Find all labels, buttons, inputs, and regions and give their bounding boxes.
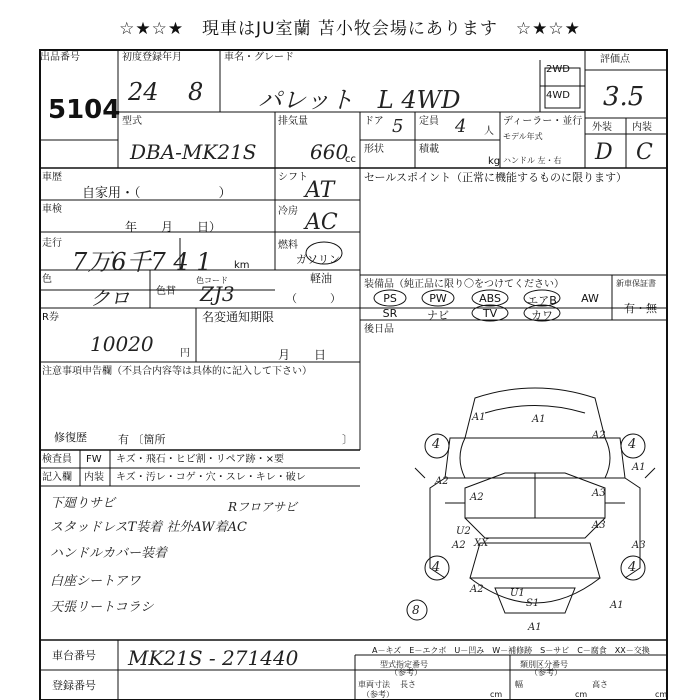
reg-no-label: 登録番号: [52, 679, 96, 692]
caution-label: 注意事項申告欄（不具合内容等は具体的に記入して下さい）: [42, 366, 312, 377]
color-change-label: 色替: [156, 286, 176, 297]
cert-height: 高さ: [592, 680, 608, 689]
cert-label-1b: （参考）: [390, 668, 422, 677]
diag-tire-rl: 4: [432, 560, 441, 575]
inspector-items: キズ・飛石・ヒビ割・リペア跡・×要: [116, 454, 284, 465]
diag-mark-16: A3: [632, 540, 646, 551]
diag-mark-12: A1: [528, 622, 542, 633]
shift-value: AT: [305, 178, 335, 203]
equip-navi: ナビ: [427, 309, 449, 322]
history-label: 車歴: [42, 172, 62, 183]
damage-legend: A－キズ E－エクボ U－凹み W－補修跡 S－サビ C－腐食 XX－交換: [372, 646, 650, 655]
lot-label: 出品番号: [40, 52, 80, 63]
interior-value: C: [636, 140, 653, 165]
chassis-value: MK21S - 271440: [128, 646, 299, 670]
cert-unit-3: cm: [655, 690, 668, 699]
warranty-label: 新車保証書: [616, 279, 656, 288]
shift-label: シフト: [278, 172, 308, 183]
equip-pw: PW: [429, 292, 447, 305]
cert-label-2b: （参考）: [530, 668, 562, 677]
mileage-value: 7万6千7 4 1: [72, 248, 212, 276]
note-line-4: 白座シートアワ: [50, 574, 141, 589]
score-value: 3.5: [603, 82, 645, 112]
fuel-gasoline: ガソリン: [296, 253, 340, 266]
diag-mark-17: A1: [632, 462, 646, 473]
equip-leather: カワ: [531, 309, 553, 322]
exterior-value: D: [595, 140, 613, 165]
drive-2wd: 2WD: [546, 64, 570, 75]
diag-mark-1: A1: [472, 412, 486, 423]
diag-spare: 8: [412, 603, 420, 617]
warranty-value: 有・無: [624, 302, 657, 315]
first-reg-label: 初度登録年月: [122, 52, 182, 63]
diag-tire-fr: 4: [628, 437, 637, 452]
cert-dim-label-2: （参考）: [362, 690, 394, 699]
doors-value: 5: [392, 116, 404, 137]
recycle-label: R券: [42, 312, 59, 323]
equip-abs: ABS: [479, 292, 501, 305]
sales-point-label: セールスポイント（正常に機能するものに限ります）: [364, 171, 628, 184]
inspection-label: 車検: [42, 204, 62, 215]
handle-label: ハンドル 左・右: [503, 156, 562, 165]
equip-airbag: エアB: [527, 294, 557, 307]
equipment-label: 装備品（純正品に限り〇をつけてください）: [364, 279, 564, 290]
inspector-fw: FW: [86, 454, 102, 465]
diag-mark-5: A2: [470, 492, 484, 503]
model-value: DBA-MK21S: [130, 140, 257, 164]
equip-ps: PS: [383, 292, 397, 305]
cert-unit-1: cm: [490, 690, 503, 699]
color-code-label: 色コード: [196, 276, 228, 285]
equip-sr: SR: [382, 307, 398, 320]
interior-label: 内装: [632, 122, 652, 133]
diag-mark-8: U2: [456, 526, 471, 537]
cert-label-1: 型式指定番号: [380, 660, 428, 669]
cert-length: 長さ: [400, 680, 416, 689]
fuel-light-oil: 軽油: [310, 272, 332, 285]
cert-label-2: 類別区分番号: [520, 660, 568, 669]
score-label: 評価点: [600, 54, 630, 65]
repair-value: 有 〔箇所: [118, 433, 166, 446]
displacement-value: 660: [310, 140, 349, 164]
fuel-blank: （ ）: [286, 292, 341, 305]
first-reg-month: 8: [188, 78, 204, 106]
notice-label: 名変通知期限: [202, 310, 275, 324]
capacity-value: 4: [455, 116, 467, 137]
note-line-2: スタッドレスT装着 社外AW着AC: [50, 520, 247, 535]
fuel-label: 燃料: [278, 240, 298, 251]
diag-mark-13: U1: [510, 588, 525, 599]
diag-mark-4: A3: [592, 488, 606, 499]
first-reg-year: 24: [128, 78, 159, 106]
diag-mark-10: A3: [592, 520, 606, 531]
equipment-circles: [365, 288, 615, 322]
note-line-1: 下廻りサビ: [50, 496, 116, 511]
exterior-label: 外装: [592, 122, 612, 133]
recycle-unit: 円: [180, 348, 190, 359]
capacity-label: 定員: [419, 116, 439, 127]
diag-mark-6: A2: [435, 476, 449, 487]
model-year-label: モデル年式: [503, 132, 543, 141]
notice-date: 月 日: [278, 348, 327, 362]
history-value: 自家用・（ ）: [82, 186, 232, 201]
color-code-value: ZJ3: [200, 282, 235, 306]
aircon-label: 冷房: [278, 206, 298, 217]
entry-label: 記入欄: [42, 472, 72, 483]
model-label: 型式: [122, 116, 142, 127]
doors-label: ドア: [364, 116, 384, 127]
fuel-circle: [304, 240, 344, 266]
cert-dim-label: 車両寸法: [358, 680, 390, 689]
chassis-label: 車台番号: [52, 649, 96, 662]
equip-aw: AW: [581, 292, 599, 305]
repair-label: 修復歴: [54, 431, 87, 444]
diag-mark-9: XX: [474, 538, 489, 549]
entry-ws: 内装: [84, 472, 104, 483]
aircon-value: AC: [305, 210, 338, 235]
note-line-5: 天張リートコラシ: [50, 600, 154, 615]
cert-unit-2: cm: [575, 690, 588, 699]
inspection-value: 年 月 日）: [125, 220, 222, 234]
recycle-value: 10020: [90, 332, 154, 356]
repair-end: 〕: [342, 433, 353, 446]
mileage-unit: km: [234, 260, 250, 271]
note-line-3: ハンドルカバー装着: [50, 546, 168, 561]
equip-tv: TV: [482, 307, 498, 320]
displacement-label: 排気量: [278, 116, 308, 127]
rear-seat-label: 後日品: [364, 324, 394, 335]
diag-mark-2: A1: [532, 414, 546, 425]
header-banner: ☆★☆★ 現車はJU室蘭 苫小牧会場にあります ☆★☆★: [119, 19, 581, 39]
drive-4wd: 4WD: [546, 90, 570, 101]
mileage-label: 走行: [42, 238, 62, 249]
car-name-label: 車名・グレード: [224, 52, 294, 63]
load-label: 積載: [419, 144, 439, 155]
diag-tire-rr: 4: [628, 560, 637, 575]
diag-mark-11: S1: [526, 598, 540, 609]
diag-mark-3: A2: [592, 430, 606, 441]
load-unit: kg: [488, 156, 501, 167]
diag-mark-14: A2: [470, 584, 484, 595]
car-name-value: パレット L 4WD: [258, 86, 461, 114]
note-right: Rフロアサビ: [228, 500, 298, 514]
lot-number: 5104: [48, 95, 121, 125]
capacity-unit: 人: [484, 126, 494, 137]
cert-width: 幅: [515, 680, 523, 689]
body-type-label: 形状: [364, 144, 384, 155]
diag-mark-7: A2: [452, 540, 466, 551]
color-label: 色: [42, 274, 52, 285]
diag-mark-15: A1: [610, 600, 624, 611]
inspector-label: 検査員: [42, 454, 72, 465]
displacement-unit: cc: [345, 154, 356, 165]
entry-items: キズ・汚レ・コゲ・穴・スレ・キレ・破レ: [116, 472, 306, 483]
dealer-label: ディーラー・並行: [503, 116, 583, 127]
color-value: クロ: [90, 286, 130, 310]
diag-tire-fl: 4: [432, 437, 441, 452]
